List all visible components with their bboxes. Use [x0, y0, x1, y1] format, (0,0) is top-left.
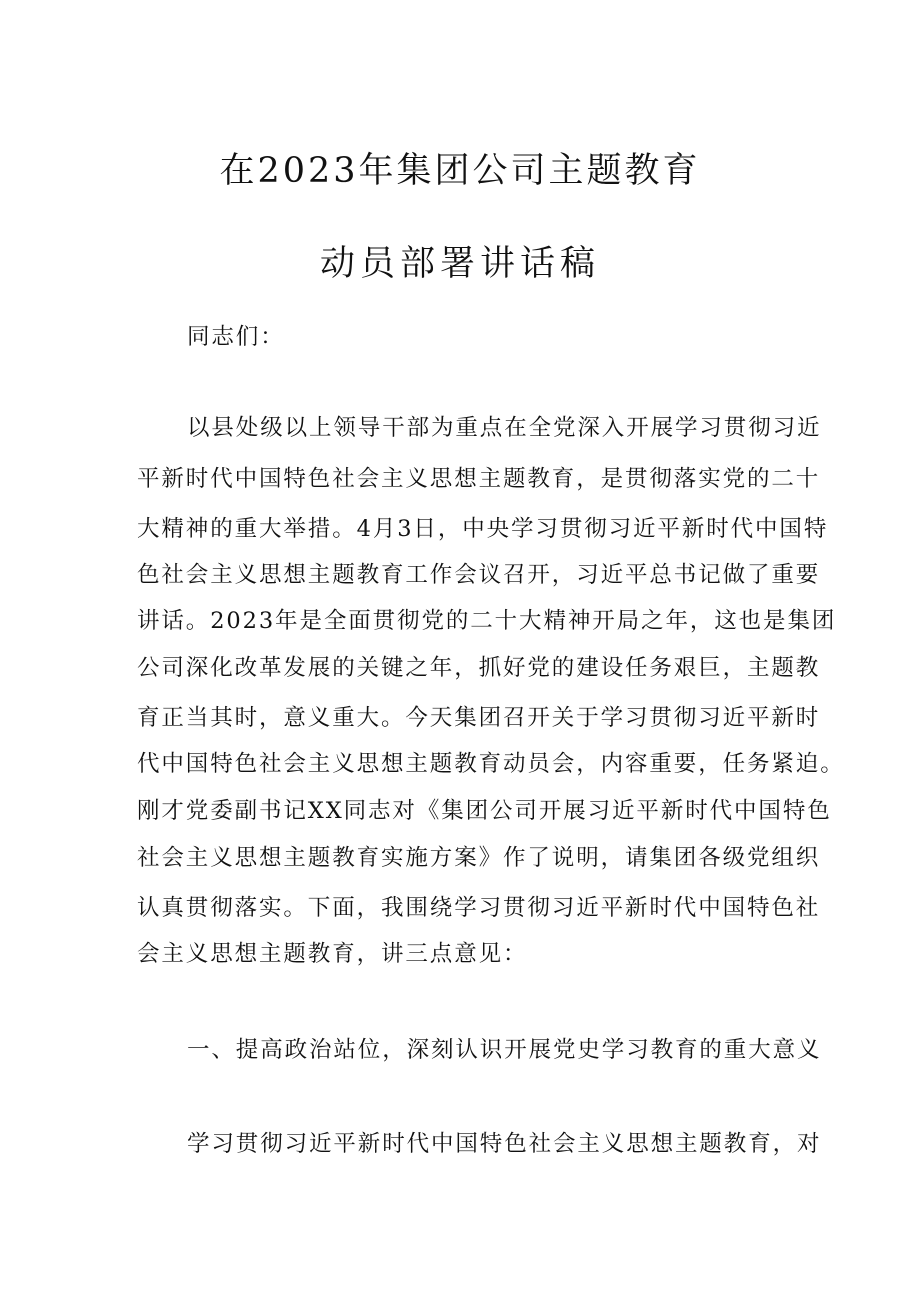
paragraph-1-line: 育正当其时，意义重大。今天集团召开关于学习贯彻习近平新时: [137, 705, 821, 731]
paragraph-1-line: 讲话。2023年是全面贯彻党的二十大精神开局之年，这也是集团: [137, 608, 837, 634]
document-title-line-1: 在2023年集团公司主题教育: [219, 151, 701, 191]
paragraph-1-line: 认真贯彻落实。下面，我围绕学习贯彻习近平新时代中国特色社: [137, 895, 821, 921]
paragraph-1-line: 代中国特色社会主义思想主题教育动员会，内容重要，任务紧迫。: [137, 751, 845, 777]
paragraph-1-line: 会主义思想主题教育，讲三点意见：: [137, 941, 528, 967]
paragraph-1-line: 以县处级以上领导干部为重点在全党深入开展学习贯彻习近: [187, 415, 822, 441]
salutation: 同志们：: [187, 324, 285, 350]
paragraph-1-line: 社会主义思想主题教育实施方案》作了说明，请集团各级党组织: [137, 845, 821, 871]
document-title-line-2: 动员部署讲话稿: [319, 244, 600, 284]
paragraph-1-line: 刚才党委副书记XX同志对《集团公司开展习近平新时代中国特色: [137, 798, 832, 824]
paragraph-1-line: 大精神的重大举措。4月3日，中央学习贯彻习近平新时代中国特: [137, 516, 829, 542]
paragraph-1-line: 公司深化改革发展的关键之年，抓好党的建设任务艰巨，主题教: [137, 655, 821, 681]
paragraph-1-line: 平新时代中国特色社会主义思想主题教育，是贯彻落实党的二十: [137, 466, 821, 492]
paragraph-2-line: 学习贯彻习近平新时代中国特色社会主义思想主题教育，对: [187, 1131, 822, 1157]
section-1-heading: 一、提高政治站位，深刻认识开展党史学习教育的重大意义: [187, 1037, 822, 1063]
paragraph-1-line: 色社会主义思想主题教育工作会议召开，习近平总书记做了重要: [137, 562, 821, 588]
